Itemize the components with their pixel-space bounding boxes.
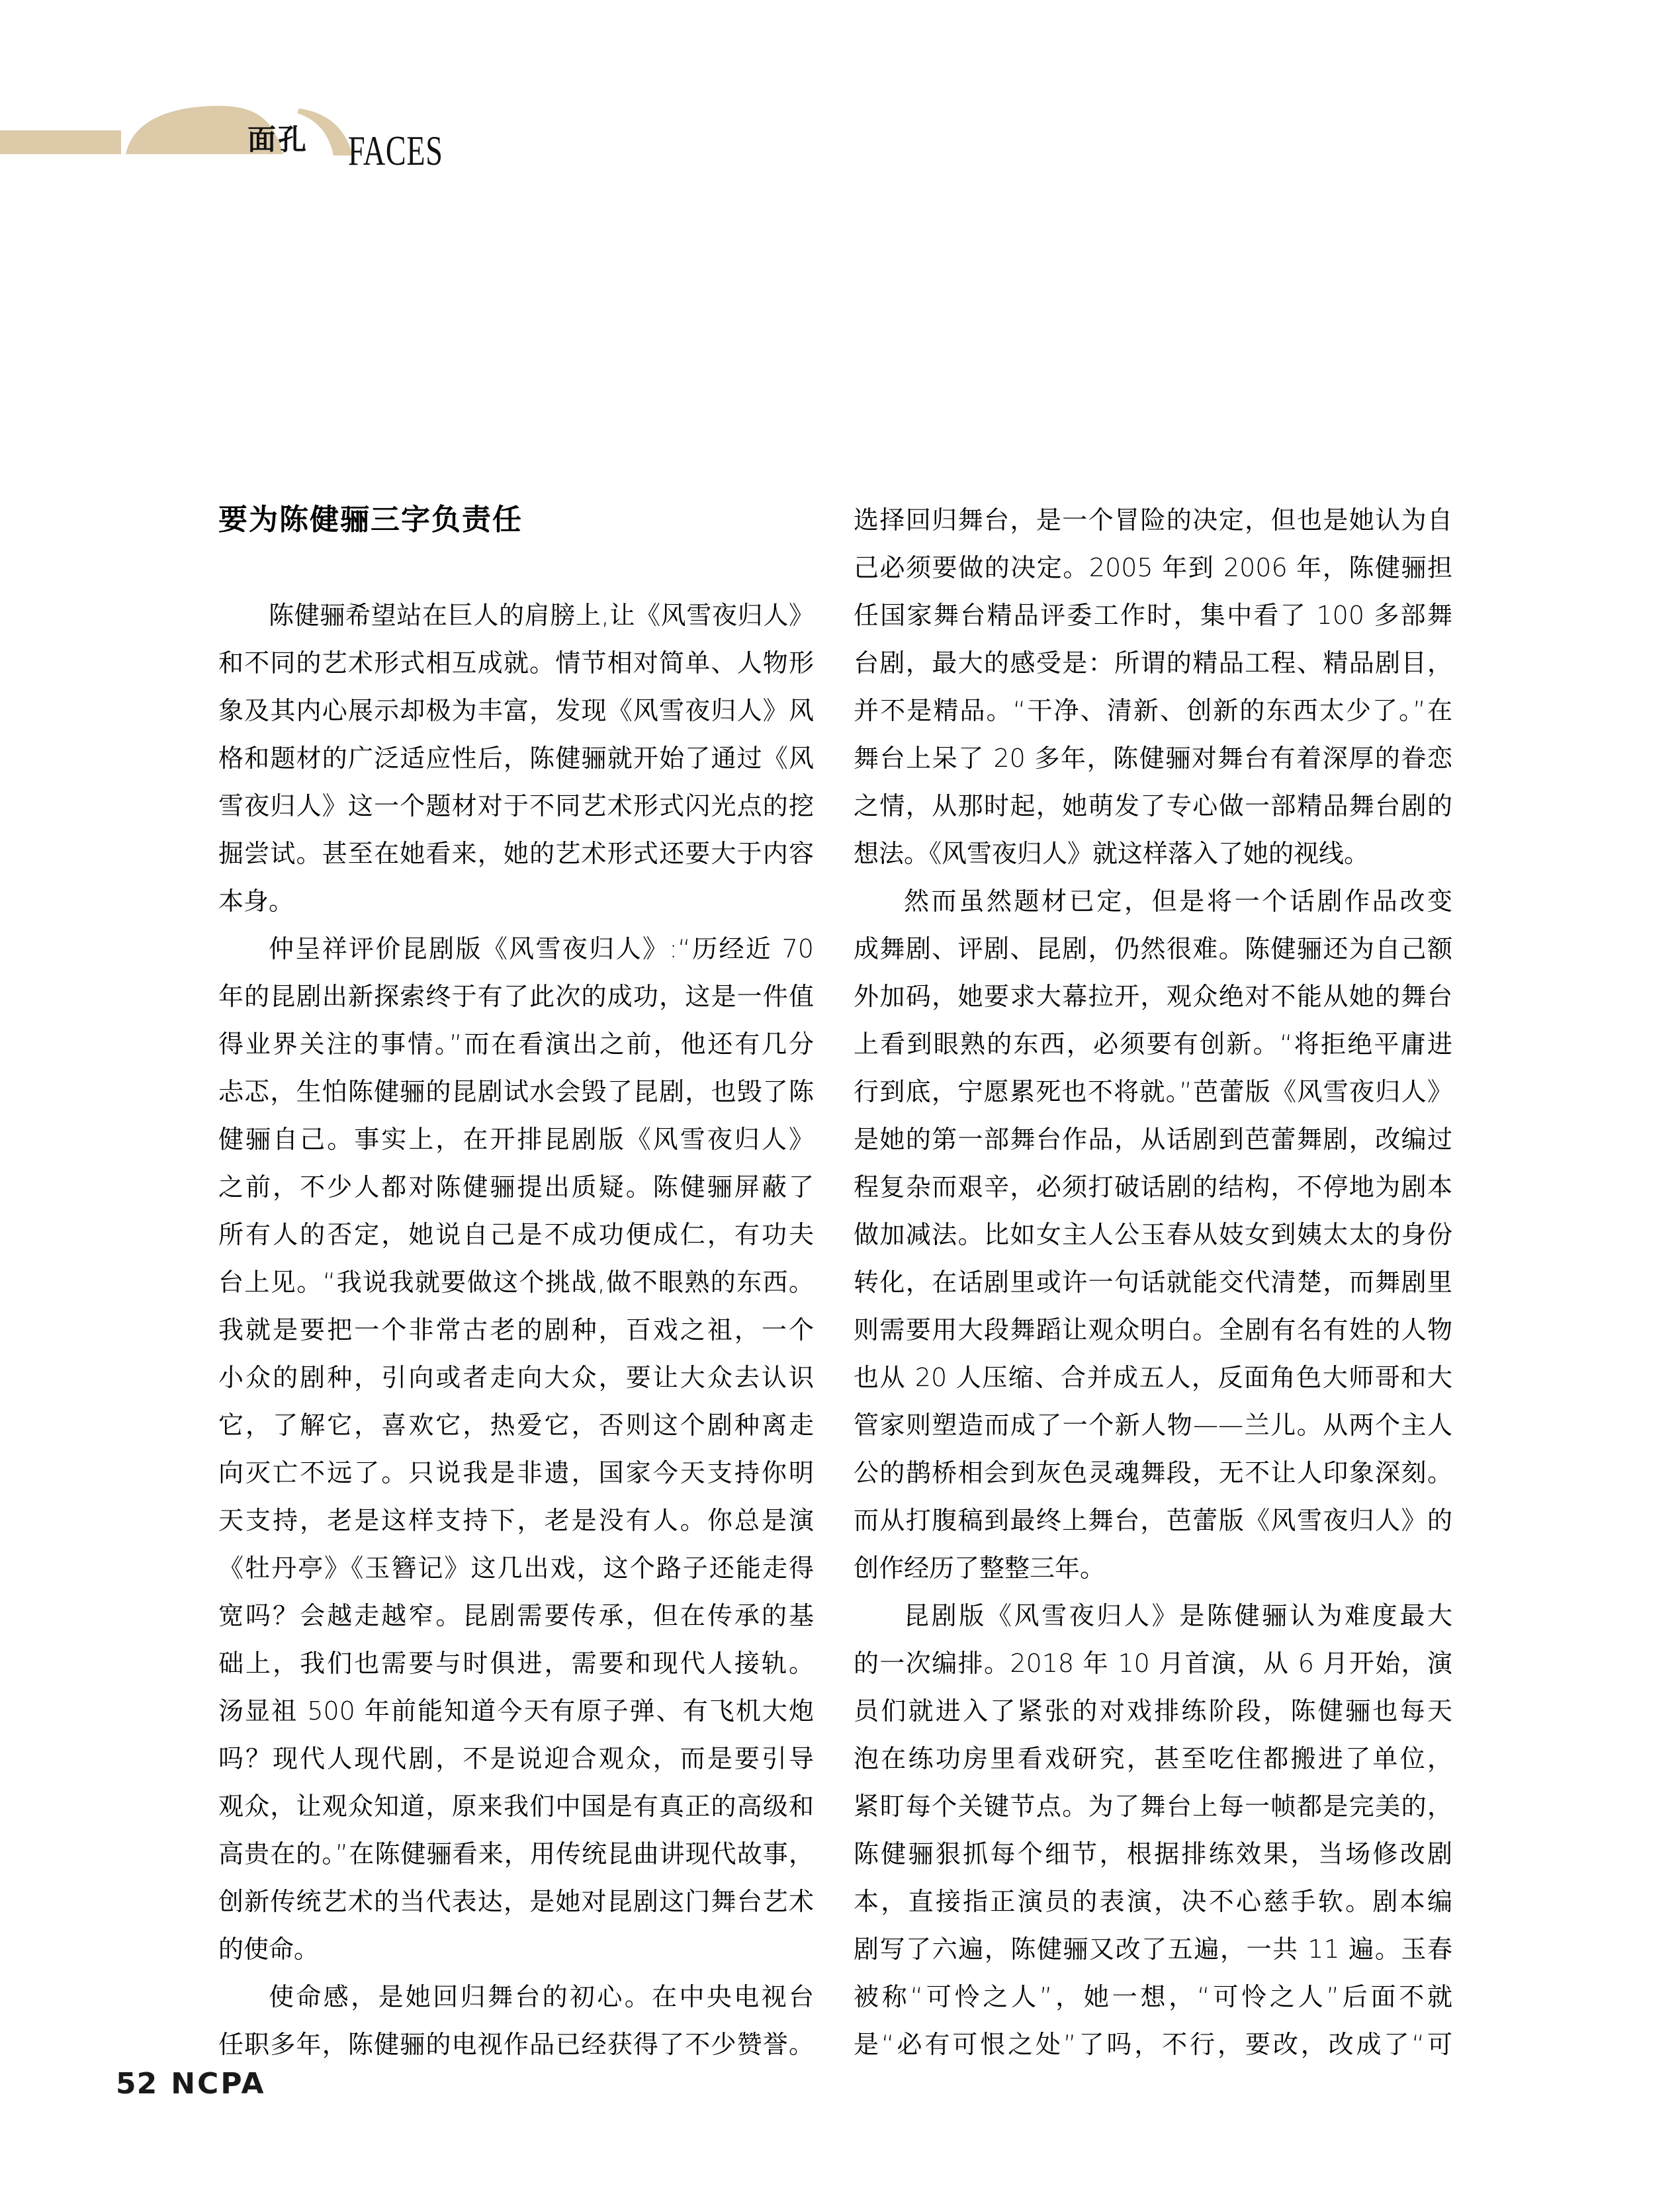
text-line: 象及其内心展示却极为丰富，发现《风雪夜归人》风 (218, 696, 814, 725)
text-line: 剧写了六遍，陈健骊又改了五遍，一共 11 遍。玉春 (854, 1935, 1452, 1964)
text-line: 任国家舞台精品评委工作时，集中看了 100 多部舞 (854, 601, 1452, 630)
text-line: 使命感，是她回归舞台的初心。在中央电视台 (269, 1982, 814, 2011)
text-line: 得业界关注的事情。”而在看演出之前，他还有几分 (218, 1029, 814, 1059)
text-line: 吗？现代人现代剧，不是说迎合观众，而是要引导 (218, 1744, 814, 1773)
text-line: 观众，让观众知道，原来我们中国是有真正的高级和 (218, 1792, 814, 1821)
text-line: 健骊自己。事实上，在开排昆剧版《风雪夜归人》 (218, 1125, 814, 1154)
text-line: 向灭亡不远了。只说我是非遗，国家今天支持你明 (218, 1458, 814, 1487)
text-line: 雪夜归人》这一个题材对于不同艺术形式闪光点的挖 (218, 791, 814, 820)
text-line: 本，直接指正演员的表演，决不心慈手软。剧本编 (854, 1887, 1452, 1916)
text-line: 它，了解它，喜欢它，热爱它，否则这个剧种离走 (218, 1411, 814, 1440)
text-line: 昆剧版《风雪夜归人》是陈健骊认为难度最大 (904, 1601, 1452, 1630)
text-line: 小众的剧种，引向或者走向大众，要让大众去认识 (218, 1363, 814, 1392)
text-line: 泡在练功房里看戏研究，甚至吃住都搬进了单位， (854, 1744, 1452, 1773)
text-line: 也从 20 人压缩、合并成五人，反面角色大师哥和大 (854, 1363, 1452, 1392)
text-line: 创新传统艺术的当代表达，是她对昆剧这门舞台艺术 (218, 1887, 814, 1916)
text-line: 是她的第一部舞台作品，从话剧到芭蕾舞剧，改编过 (854, 1125, 1452, 1154)
right-column-lines (854, 496, 1452, 2068)
text-line: 的一次编排。2018 年 10 月首演，从 6 月开始，演 (854, 1649, 1452, 1678)
header-swoosh-graphic (0, 93, 629, 185)
text-line: 任职多年，陈健骊的电视作品已经获得了不少赞誉。 (218, 2030, 814, 2059)
text-line: 忐忑，生怕陈健骊的昆剧试水会毁了昆剧，也毁了陈 (218, 1077, 814, 1106)
text-line: 员们就进入了紧张的对戏排练阶段，陈健骊也每天 (854, 1696, 1452, 1726)
text-line: 天支持，老是这样支持下，老是没有人。你总是演 (218, 1506, 814, 1535)
text-line: 之前，不少人都对陈健骊提出质疑。陈健骊屏蔽了 (218, 1172, 814, 1202)
text-line: 选择回归舞台，是一个冒险的决定，但也是她认为自 (854, 505, 1452, 535)
text-line: 然而虽然题材已定，但是将一个话剧作品改变 (904, 887, 1452, 916)
right-column (854, 496, 1452, 2068)
left-column-lines (218, 591, 814, 2068)
text-line: 上看到眼熟的东西，必须要有创新。“将拒绝平庸进 (854, 1029, 1452, 1059)
text-line: 仲呈祥评价昆剧版《风雪夜归人》:“历经近 70 (269, 934, 814, 963)
journal-name: NCPA (171, 2067, 266, 2101)
text-line: 外加码，她要求大幕拉开，观众绝对不能从她的舞台 (854, 982, 1452, 1011)
text-line: 高贵在的。”在陈健骊看来，用传统昆曲讲现代故事， (218, 1839, 814, 1868)
section-title-en: FACES (348, 127, 443, 174)
text-line: 紧盯每个关键节点。为了舞台上每一帧都是完美的， (854, 1792, 1452, 1821)
heading-gap (218, 544, 814, 591)
text-line: 年的昆剧出新探索终于有了此次的成功，这是一件值 (218, 982, 814, 1011)
text-line: 和不同的艺术形式相互成就。情节相对简单、人物形 (218, 648, 814, 678)
page-footer (116, 2068, 266, 2100)
text-line: 被称“可怜之人”，她一想，“可怜之人”后面不就 (854, 1982, 1452, 2011)
left-column (218, 496, 814, 2068)
text-line: 格和题材的广泛适应性后，陈健骊就开始了通过《风 (218, 744, 814, 773)
text-line: 创作经历了整整三年。 (854, 1553, 1106, 1583)
text-line: 做加减法。比如女主人公玉春从妓女到姨太太的身份 (854, 1220, 1452, 1249)
text-line: 管家则塑造而成了一个新人物——兰儿。从两个主人 (854, 1411, 1452, 1440)
text-line: 而从打腹稿到最终上舞台，芭蕾版《风雪夜归人》的 (854, 1506, 1452, 1535)
text-line: 成舞剧、评剧、昆剧，仍然很难。陈健骊还为自己额 (854, 934, 1452, 963)
text-line: 陈健骊狠抓每个细节，根据排练效果，当场修改剧 (854, 1839, 1452, 1868)
text-line: 础上，我们也需要与时俱进，需要和现代人接轨。 (218, 1649, 814, 1678)
text-line: 则需要用大段舞蹈让观众明白。全剧有名有姓的人物 (854, 1315, 1452, 1344)
text-line: 陈健骊希望站在巨人的肩膀上,让《风雪夜归人》 (269, 601, 814, 630)
section-title-cn: 面孔 (247, 124, 308, 157)
text-line: 转化，在话剧里或许一句话就能交代清楚，而舞剧里 (854, 1268, 1452, 1297)
text-line: 舞台上呆了 20 多年，陈健骊对舞台有着深厚的眷恋 (854, 744, 1452, 773)
text-line: 掘尝试。甚至在她看来，她的艺术形式还要大于内容 (218, 839, 814, 868)
text-line: 宽吗？会越走越窄。昆剧需要传承，但在传承的基 (218, 1601, 814, 1630)
text-line: 程复杂而艰辛，必须打破话剧的结构，不停地为剧本 (854, 1172, 1452, 1202)
article-heading: 要为陈健骊三字负责任 (218, 503, 523, 537)
text-line: 我就是要把一个非常古老的剧种，百戏之祖，一个 (218, 1315, 814, 1344)
text-line: 台剧，最大的感受是：所谓的精品工程、精品剧目， (854, 648, 1452, 678)
text-line: 本身。 (218, 887, 294, 916)
text-line: 行到底，宁愿累死也不将就。”芭蕾版《风雪夜归人》 (854, 1077, 1452, 1106)
header-bar (0, 130, 121, 154)
text-line: 的使命。 (218, 1935, 320, 1964)
text-line: 是“必有可恨之处”了吗，不行，要改，改成了“可 (854, 2030, 1452, 2059)
text-line: 并不是精品。“干净、清新、创新的东西太少了。”在 (854, 696, 1452, 725)
text-line: 所有人的否定，她说自己是不成功便成仁，有功夫 (218, 1220, 814, 1249)
text-line: 之情，从那时起，她萌发了专心做一部精品舞台剧的 (854, 791, 1452, 820)
text-line: 公的鹊桥相会到灰色灵魂舞段，无不让人印象深刻。 (854, 1458, 1452, 1487)
page-number: 52 (116, 2067, 158, 2101)
text-line: 己必须要做的决定。2005 年到 2006 年，陈健骊担 (854, 553, 1452, 582)
text-line: 《牡丹亭》《玉簪记》这几出戏，这个路子还能走得 (218, 1553, 814, 1583)
text-line: 台上见。“我说我就要做这个挑战,做不眼熟的东西。 (218, 1268, 814, 1297)
text-line: 汤显祖 500 年前能知道今天有原子弹、有飞机大炮 (218, 1696, 814, 1726)
text-line: 想法。《风雪夜归人》就这样落入了她的视线。 (854, 839, 1370, 868)
